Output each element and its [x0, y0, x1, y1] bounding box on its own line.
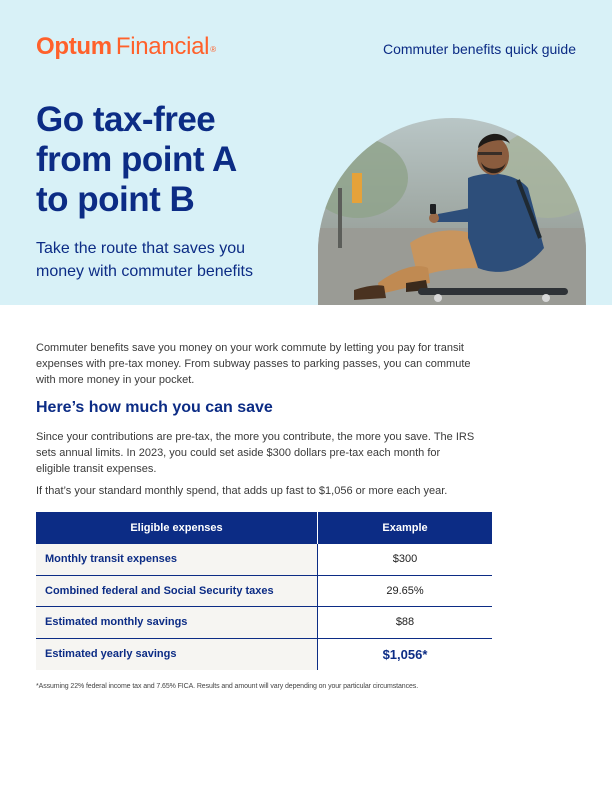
row-label: Monthly transit expenses [36, 544, 318, 575]
row-value: $88 [395, 616, 415, 629]
row-label: Combined federal and Social Security taxes [36, 576, 318, 607]
savings-summary: If that’s your standard monthly spend, that adds up fast to $1,056 or more each year. [36, 485, 448, 497]
row-label: Estimated yearly savings [36, 639, 318, 671]
table-row [36, 576, 492, 608]
logo-registered-mark: ® [210, 45, 216, 54]
table-row [36, 639, 492, 671]
hero-photo [318, 118, 586, 305]
footnote: *Assuming 22% federal income tax and 7.65% FICA. Results and amount will vary depending on your particular circumstances. [36, 683, 419, 690]
table-row [36, 607, 492, 639]
row-value: 29.65% [386, 584, 424, 597]
headline-line: Go tax-free [36, 100, 216, 139]
table-row [36, 544, 492, 576]
intro-line: Commuter benefits save you money on your work commute by letting you pay for transit [36, 342, 464, 354]
headline-line: from point A [36, 140, 237, 179]
row-value: $300 [392, 553, 418, 566]
savings-line: sets annual limits. In 2023, you could set aside $300 dollars pre-tax each month for [36, 447, 441, 459]
optum-financial-logo [36, 33, 216, 61]
savings-line: eligible transit expenses. [36, 463, 157, 475]
subheadline-line: money with commuter benefits [36, 263, 253, 280]
savings-heading: Here’s how much you can save [36, 399, 273, 416]
savings-line: Since your contributions are pre-tax, the more you contribute, the more you save. The IRS [36, 431, 475, 443]
subheadline-line: Take the route that saves you [36, 240, 246, 257]
row-label: Estimated monthly savings [36, 607, 318, 638]
subheadline [36, 237, 306, 283]
intro-line: expenses with pre-tax money. From subway passes to parking passes, you can commute [36, 358, 471, 370]
headline-line: to point B [36, 180, 195, 219]
headline [36, 100, 316, 220]
savings-paragraph [36, 429, 506, 477]
savings-table [36, 512, 492, 670]
logo-product: Financial [115, 33, 210, 60]
column-header-example: Example [382, 522, 428, 534]
intro-paragraph [36, 340, 496, 388]
table-header [36, 512, 492, 544]
guide-title: Commuter benefits quick guide [383, 41, 576, 57]
logo-brand: Optum [36, 33, 112, 60]
column-header-expenses: Eligible expenses [36, 512, 318, 544]
intro-line: with more money in your pocket. [36, 374, 195, 386]
row-value-total: $1,056* [382, 646, 428, 662]
hero-banner [0, 0, 612, 305]
